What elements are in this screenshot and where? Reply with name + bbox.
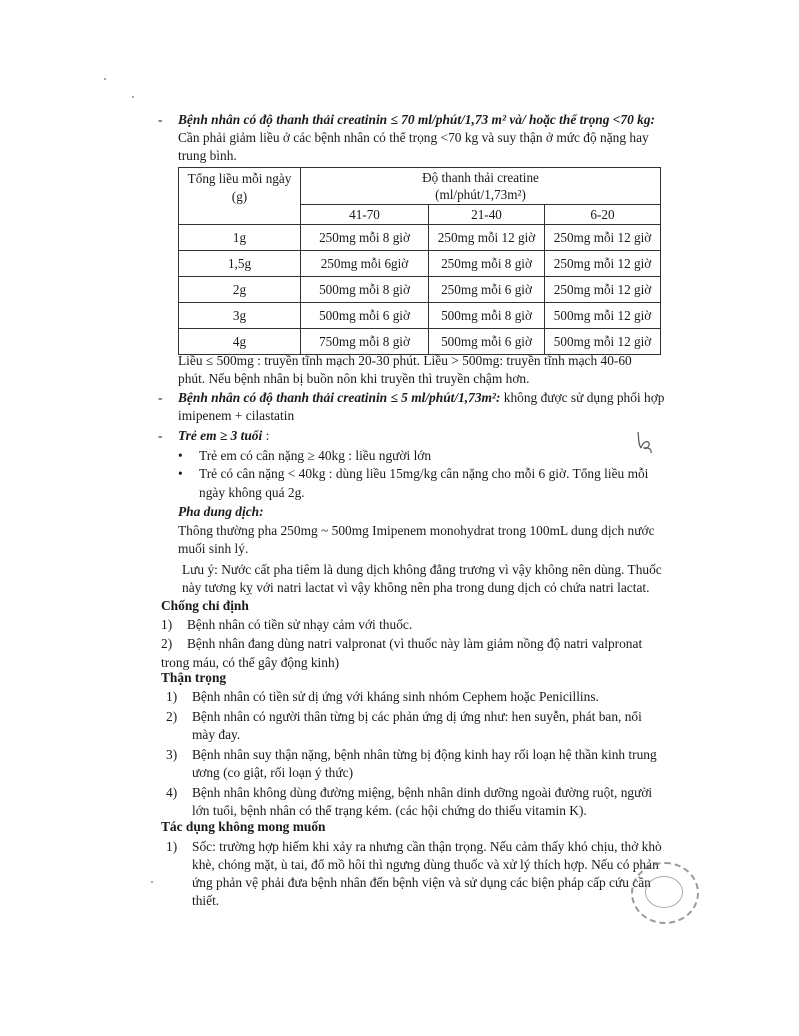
bullet-item: Trẻ có cân nặng < 40kg : dùng liều 15mg/kg cân nặng cho mỗi 6 giờ. Tổng liều mỗi	[199, 466, 649, 481]
table-row	[179, 251, 661, 277]
signature-mark	[632, 428, 656, 454]
paragraph-line: Cần phải giảm liều ở các bệnh nhân có thể trọng <70 kg và suy thận ở mức độ nặng hay	[178, 130, 649, 145]
table-row	[179, 303, 661, 329]
heading-text: Bệnh nhân có độ thanh thải creatinin ≤ 70 ml/phút/1,73 m² và/ hoặc thể trọng <70 kg	[178, 112, 651, 127]
bullet-marker: •	[178, 466, 183, 481]
section-heading-caution: Thận trọng	[161, 670, 227, 685]
table-cell: 500mg mỗi 12 giờ	[545, 329, 661, 355]
section-heading-renal	[178, 111, 655, 129]
section-heading-children	[178, 427, 269, 445]
table-cell: 500mg mỗi 6 giờ	[429, 329, 545, 355]
table-cell: 250mg mỗi 8 giờ	[301, 225, 429, 251]
list-number: 2)	[161, 636, 173, 651]
table-row	[179, 225, 661, 251]
list-number: 1)	[161, 617, 173, 632]
paragraph-line: Thông thường pha 250mg ~ 500mg Imipenem monohydrat trong 100mL dung dịch nước	[178, 523, 655, 538]
bullet-item-continued: ngày không quá 2g.	[199, 485, 305, 500]
table-cell: 250mg mỗi 8 giờ	[429, 251, 545, 277]
sub-header: 21-40	[429, 205, 545, 225]
heading-text: Trẻ em ≥ 3 tuổi	[178, 428, 263, 443]
table-cell: 250mg mỗi 12 giờ	[545, 277, 661, 303]
table-cell: 500mg mỗi 8 giờ	[301, 277, 429, 303]
paragraph-line: Lưu ý: Nước cất pha tiêm là dung dịch không đẳng trương vì vậy không nên dùng. Thuốc	[182, 562, 662, 577]
list-item-continued: thiết.	[192, 893, 220, 908]
paragraph-line: Liều ≤ 500mg : truyền tĩnh mạch 20-30 phút. Liều > 500mg: truyền tĩnh mạch 40-60	[178, 353, 632, 368]
table-row	[179, 329, 661, 355]
list-item: Sốc: trường hợp hiếm khi xảy ra nhưng cần thận trọng. Nếu cảm thấy khó chịu, thở khò	[192, 839, 662, 854]
table-cell: 3g	[179, 303, 301, 329]
heading-colon: :	[650, 112, 655, 127]
sub-header: 41-70	[301, 205, 429, 225]
list-item-continued: mày đay.	[192, 727, 241, 742]
list-item-continued: trong máu, có thể gây động kinh)	[161, 655, 340, 670]
bullet-marker: •	[178, 448, 183, 463]
scan-speck	[151, 881, 153, 883]
table-cell: 500mg mỗi 8 giờ	[429, 303, 545, 329]
table-cell: 1,5g	[179, 251, 301, 277]
header-text: (g)	[231, 188, 248, 204]
list-item: Bệnh nhân đang dùng natri valpronat (vì thuốc này làm giảm nồng độ natri valpronat	[187, 636, 643, 651]
scan-speck	[104, 78, 106, 80]
table-cell: 1g	[179, 225, 301, 251]
list-item: Bệnh nhân có tiền sử nhạy cảm với thuốc.	[187, 617, 413, 632]
list-number: 1)	[166, 839, 178, 854]
header-text: Tổng liều mỗi ngày	[187, 171, 292, 186]
paragraph-line: phút. Nếu bệnh nhân bị buồn nôn khi truyền thì truyền chậm hơn.	[178, 371, 530, 386]
table-cell: 250mg mỗi 6giờ	[301, 251, 429, 277]
header-text: Độ thanh thải creatine	[422, 169, 539, 185]
table-cell: 250mg mỗi 12 giờ	[545, 251, 661, 277]
list-number: 3)	[166, 747, 178, 762]
section-heading-dilution: Pha dung dịch:	[178, 504, 264, 519]
header-text: (ml/phút/1,73m²)	[435, 187, 526, 202]
list-number: 4)	[166, 785, 178, 800]
heading-text: Bệnh nhân có độ thanh thải creatinin ≤ 5 ml/phút/1,73m²:	[178, 390, 501, 405]
section-heading-severe-renal	[178, 389, 665, 407]
list-item-continued: lớn tuổi, bệnh nhân có thể trạng kém. (các hội chứng do thiếu vitamin K).	[192, 803, 587, 818]
table-cell: 250mg mỗi 12 giờ	[429, 225, 545, 251]
stamp-seal-inner	[645, 876, 683, 908]
paragraph-line: imipenem + cilastatin	[178, 408, 295, 423]
sub-header: 6-20	[545, 205, 661, 225]
table-cell: 500mg mỗi 12 giờ	[545, 303, 661, 329]
list-number: 2)	[166, 709, 178, 724]
dosage-table	[178, 167, 661, 355]
table-row	[179, 277, 661, 303]
list-item: Bệnh nhân có người thân từng bị các phản ứng dị ứng như: hen suyễn, phát ban, nổi	[192, 709, 642, 724]
dash-marker: -	[158, 428, 163, 443]
table-cell: 500mg mỗi 6 giờ	[301, 303, 429, 329]
table-cell: 4g	[179, 329, 301, 355]
section-heading-contraindications: Chống chỉ định	[161, 598, 249, 613]
heading-colon: :	[262, 428, 270, 443]
dash-marker: -	[158, 112, 163, 127]
col-header-total-dose	[179, 168, 301, 225]
group-header-clearance	[301, 168, 661, 205]
table-cell: 750mg mỗi 8 giờ	[301, 329, 429, 355]
paragraph-line: muối sinh lý.	[178, 541, 249, 556]
paragraph-line: trung bình.	[178, 148, 237, 163]
dash-marker: -	[158, 390, 163, 405]
list-item: Bệnh nhân không dùng đường miệng, bệnh nhân dinh dưỡng ngoài đường ruột, người	[192, 785, 653, 800]
paragraph-line: này tương kỵ với natri lactat vì vậy không nên pha trong dung dịch có chứa natri lactat.	[182, 580, 650, 595]
table-cell: 250mg mỗi 6 giờ	[429, 277, 545, 303]
bullet-item: Trẻ em có cân nặng ≥ 40kg : liều người lớn	[199, 448, 432, 463]
scan-speck	[132, 96, 134, 98]
list-item-continued: ương (co giật, rối loạn ý thức)	[192, 765, 354, 780]
list-item: Bệnh nhân có tiền sử dị ứng với kháng sinh nhóm Cephem hoặc Penicillins.	[192, 689, 599, 704]
list-number: 1)	[166, 689, 178, 704]
table-cell: 250mg mỗi 12 giờ	[545, 225, 661, 251]
list-item-continued: ứng phản vệ phải đưa bệnh nhân đến bệnh viện và sử dụng các biện pháp cấp cứu cần	[192, 875, 651, 890]
section-heading-adverse-effects: Tác dụng không mong muốn	[161, 819, 326, 834]
list-item-continued: khè, chóng mặt, ù tai, đổ mồ hôi thì ngưng dùng thuốc và xử lý thích hợp. Nếu có phản	[192, 857, 659, 872]
table-cell: 2g	[179, 277, 301, 303]
list-item: Bệnh nhân suy thận nặng, bệnh nhân từng bị động kinh hay rối loạn hệ thần kinh trung	[192, 747, 657, 762]
heading-continuation: không được sử dụng phối hợp	[500, 390, 665, 405]
